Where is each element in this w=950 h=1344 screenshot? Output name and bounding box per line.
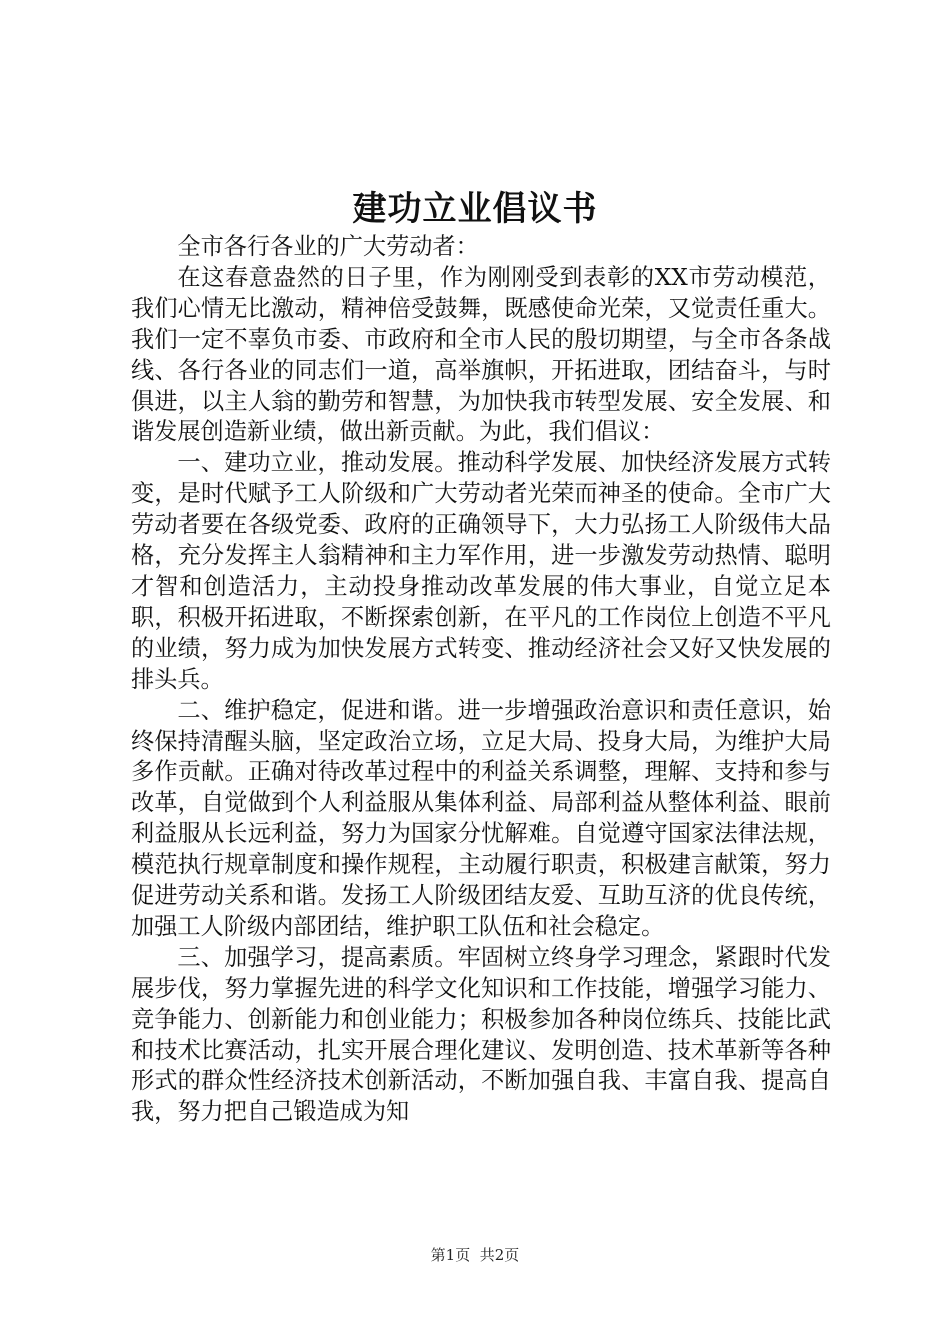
page-number: 第1页 bbox=[430, 1246, 471, 1264]
paragraph-two: 二、维护稳定，促进和谐。进一步增强政治意识和责任意识，始终保持清醒头脑，坚定政治立场，立足大局、投身大局，为维护大局多作贡献。正确对待改革过程中的利益关系调整，理解、支持和参与改革，自觉做到个人利益服从集体利益、局部利益从整体利益、眼前利益服从长远利益，努力为国家分忧解难。自觉遵守国家法律法规，模范执行规章制度和操作规程，主动履行职责，积极建言献策，努力促进劳动关系和谐。发扬工人阶级团结友爱、互助互济的优良传统，加强工人阶级内部团结，维护职工队伍和社会稳定。 bbox=[131, 696, 831, 940]
paragraph-one: 一、建功立业，推动发展。推动科学发展、加快经济发展方式转变，是时代赋予工人阶级和广大劳动者光荣而神圣的使命。全市广大劳动者要在各级党委、政府的正确领导下，大力弘扬工人阶级伟大品格，充分发挥主人翁精神和主力军作用，进一步激发劳动热情、聪明才智和创造活力，主动投身推动改革发展的伟大事业，自觉立足本职，积极开拓进取，不断探索创新，在平凡的工作岗位上创造不平凡的业绩，努力成为加快发展方式转变、推动经济社会又好又快发展的排头兵。 bbox=[131, 449, 831, 693]
page-total: 共2页 bbox=[479, 1246, 520, 1264]
document-body bbox=[131, 232, 831, 1128]
paragraph-three: 三、加强学习，提高素质。牢固树立终身学习理念，紧跟时代发展步伐，努力掌握先进的科学文化知识和工作技能，增强学习能力、竞争能力、创新能力和创业能力；积极参加各种岗位练兵、技能比武和技术比赛活动，扎实开展合理化建议、发明创造、技术革新等各种形式的群众性经济技术创新活动，不断加强自我、丰富自我、提高自我，努力把自己锻造成为知 bbox=[131, 943, 831, 1126]
page-footer bbox=[0, 1244, 950, 1266]
paragraph-intro: 在这春意盎然的日子里，作为刚刚受到表彰的XX市劳动模范，我们心情无比激动，精神倍受鼓舞，既感使命光荣，又觉责任重大。我们一定不辜负市委、市政府和全市人民的殷切期望，与全市各条战线、各行各业的同志们一道，高举旗帜，开拓进取，团结奋斗，与时俱进，以主人翁的勤劳和智慧，为加快我市转型发展、安全发展、和谐发展创造新业绩，做出新贡献。为此，我们倡议： bbox=[131, 263, 831, 446]
document-title: 建功立业倡议书 bbox=[352, 189, 598, 229]
salutation: 全市各行各业的广大劳动者： bbox=[177, 233, 479, 260]
